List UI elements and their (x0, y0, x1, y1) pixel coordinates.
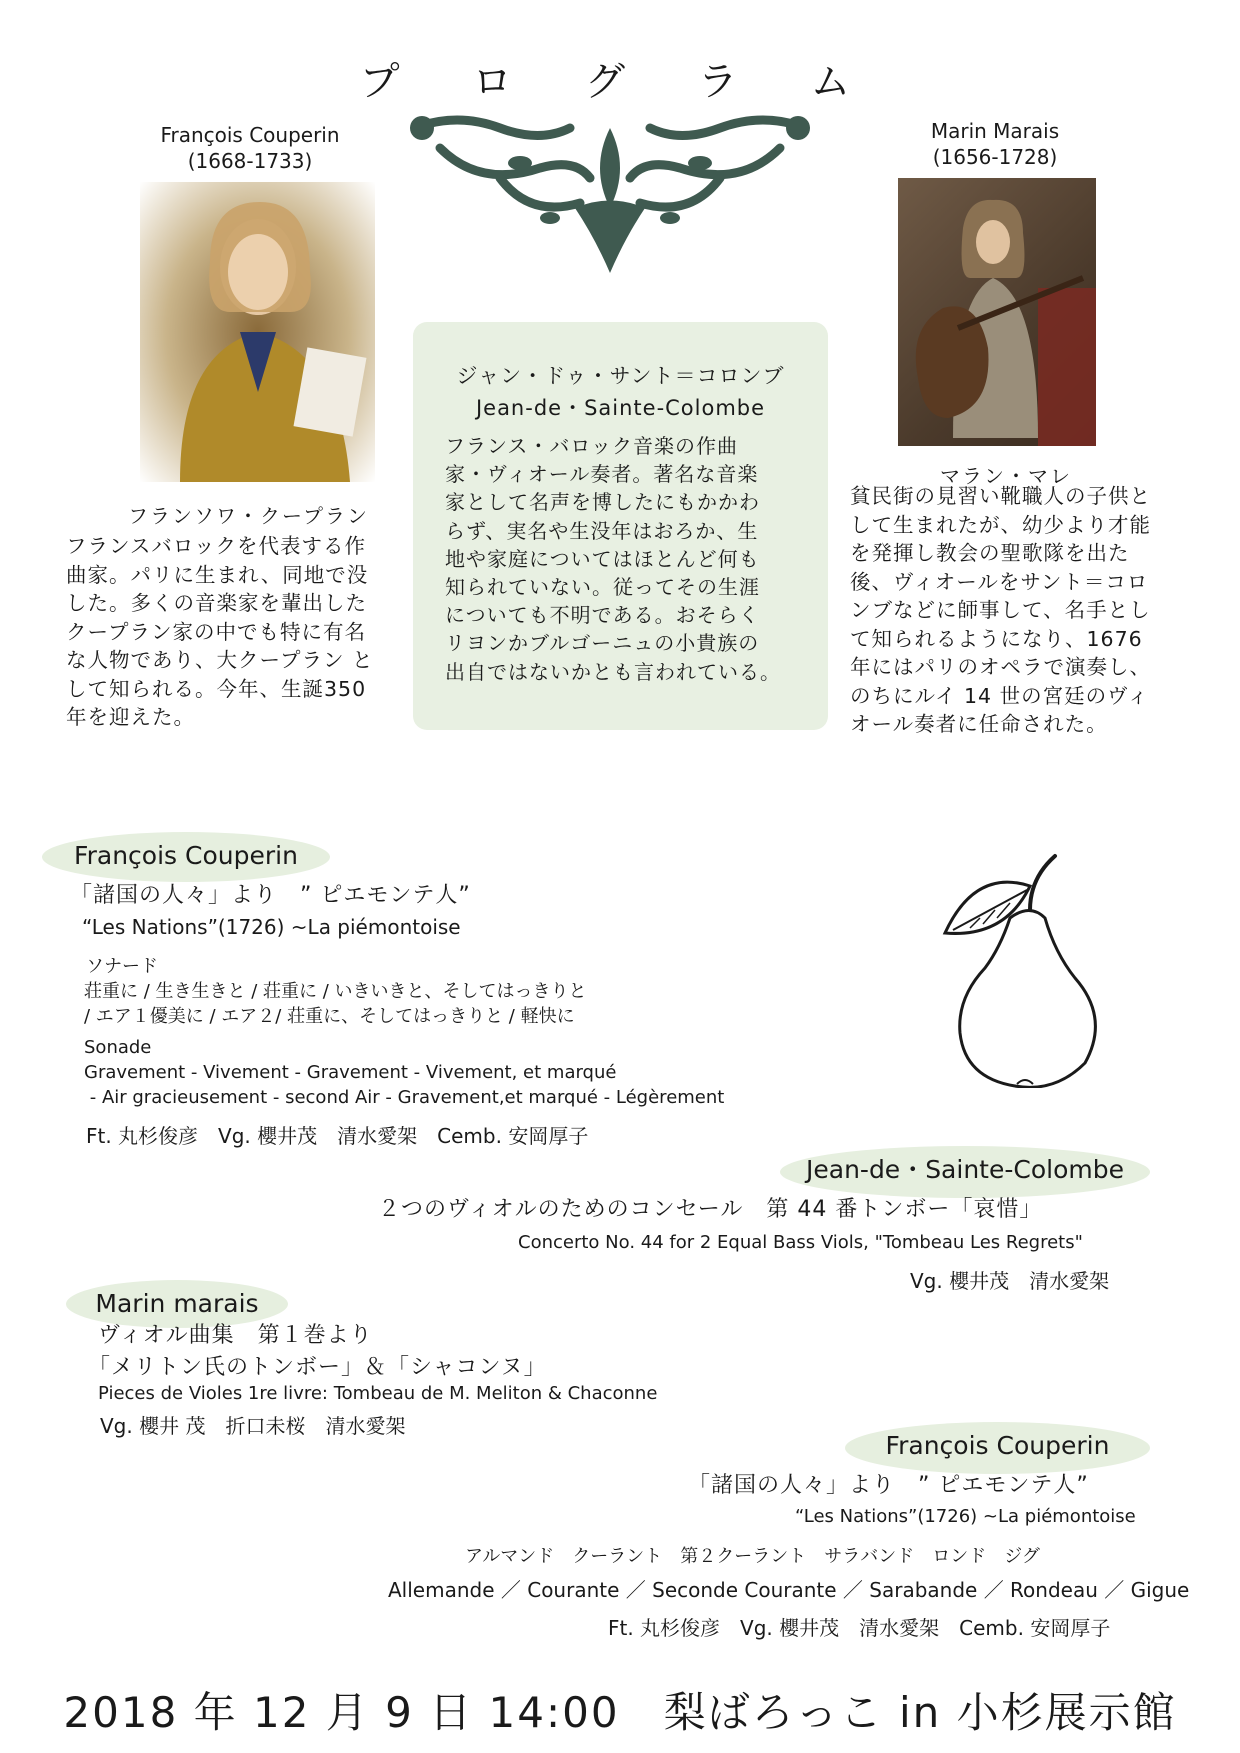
program1-composer: François Couperin (74, 841, 298, 870)
program1-title-en: “Les Nations”(1726) ~La piémontoise (82, 915, 461, 939)
program3-title-jp-1: ヴィオル曲集 第１巻より (98, 1323, 373, 1348)
marais-bio-line: 後、ヴィオールをサント＝コロ (850, 569, 1149, 594)
program3-performers: Vg. 櫻井 茂 折口未桜 清水愛架 (100, 1414, 406, 1438)
couperin-bio-line: 曲家。パリに生まれ、同地で没 (66, 562, 369, 587)
colombe-name-jp: ジャン・ドゥ・サント＝コロンブ (456, 364, 785, 388)
marais-bio-line: を発揮し教会の聖歌隊を出た (850, 541, 1130, 565)
concert-date-venue: 2018 年 12 月 9 日 14:00 梨ばろっこ in 小杉展示館 (63, 1688, 1177, 1737)
program2-composer-pill (780, 1146, 1150, 1198)
program4-movements-fr: Allemande ／ Courante ／ Seconde Courante ／ Sarabande ／ Rondeau ／ Gigue (388, 1578, 1190, 1602)
program3-composer: Marin marais (95, 1289, 259, 1318)
program2-performers: Vg. 櫻井茂 清水愛架 (910, 1269, 1110, 1293)
program4-title-en: “Les Nations”(1726) ~La piémontoise (795, 1506, 1136, 1527)
couperin-portrait (140, 182, 375, 482)
marais-bio-line: て知られるようになり、1676 (850, 626, 1143, 651)
program1-sonata-fr-line2: - Air gracieusement - second Air - Gravement,et marqué - Légèrement (84, 1087, 725, 1108)
couperin-bio-line: クープラン家の中でも特に有名 (66, 619, 366, 644)
couperin-name-en: François Couperin (160, 123, 340, 147)
marais-bio-line: 年にはパリのオペラで演奏し、 (850, 655, 1151, 679)
couperin-name-jp: フランソワ・クープラン (128, 504, 369, 528)
marais-bio-line: オール奏者に任命された。 (850, 712, 1108, 736)
marais-bio-line: のちにルイ 14 世の宮廷のヴィ (850, 683, 1149, 708)
marais-name-jp: マラン・マレ (940, 464, 1072, 488)
program1-sonata-fr-line1: Gravement - Vivement - Gravement - Vivement, et marqué (84, 1062, 617, 1083)
marais-bio-line: 貧民街の見習い靴職人の子供と (850, 484, 1151, 508)
colombe-bio-line: 知られていない。従ってその生涯 (445, 575, 760, 600)
program4-movements-jp: アルマンド クーラント 第２クーラント サラバンド ロンド ジグ (465, 1546, 1040, 1567)
colombe-bio-line: 家として名声を博したにもかかわ (445, 490, 760, 515)
program3-title-en: Pieces de Violes 1re livre: Tombeau de M. Meliton & Chaconne (98, 1383, 658, 1404)
marais-dates: (1656-1728) (932, 145, 1058, 169)
program3-title-jp-2: 「メリトン氏のトンボー」＆「シャコンヌ」 (88, 1355, 547, 1380)
program1-title-jp: 「諸国の人々」より ” ピエモンテ人” (70, 883, 471, 908)
couperin-bio-line: な人物であり、大クープラン と (66, 648, 374, 672)
program4-title-jp: 「諸国の人々」より ” ピエモンテ人” (688, 1473, 1089, 1498)
colombe-bio-line: 出自ではないかとも言われている。 (445, 659, 781, 684)
couperin-bio (66, 532, 406, 732)
page-title: プ ロ グ ラ ム (359, 59, 881, 105)
colombe-bio-line: についても不明である。おそらく (445, 603, 760, 628)
couperin-bio-line: フランスバロックを代表する作 (66, 534, 366, 558)
colombe-bio-line: フランス・バロック音楽の作曲 (445, 434, 738, 458)
couperin-portrait-caption (150, 122, 350, 174)
marais-bio-line: ンブなどに師事して、名手とし (850, 598, 1151, 622)
ornament-flourish (400, 108, 820, 278)
marais-portrait-caption (895, 118, 1095, 170)
marais-bio (850, 482, 1190, 739)
couperin-dates: (1668-1733) (187, 149, 313, 173)
program2-title-jp: ２つのヴィオルのためのコンセール 第 44 番トンボー「哀惜」 (378, 1197, 1043, 1222)
marais-bio-line: して生まれたが、幼少より才能 (850, 512, 1151, 537)
program1-sonata-fr-label: Sonade (84, 1037, 152, 1058)
program1-sonata-jp-line2: / エア１優美に / エア２/ 荘重に、そしてはっきりと / 軽快に (84, 1006, 575, 1027)
marais-portrait (898, 178, 1096, 446)
couperin-bio-line: して知られる。今年、生誕350 (66, 676, 367, 701)
pear-illustration (935, 848, 1115, 1088)
program1-sonata-jp-line1: 荘重に / 生き生きと / 荘重に / いきいきと、そしてはっきりと (84, 981, 587, 1002)
couperin-bio-line: した。多くの音楽家を輩出した (66, 591, 367, 615)
colombe-bio-line: リヨンかブルゴーニュの小貴族の (445, 631, 760, 656)
marais-name-en: Marin Marais (930, 119, 1060, 143)
program4-composer: François Couperin (885, 1431, 1110, 1460)
program4-performers: Ft. 丸杉俊彦 Vg. 櫻井茂 清水愛架 Cemb. 安岡厚子 (608, 1616, 1111, 1640)
program1-sonata-jp-label: ソナード (86, 956, 158, 977)
program2-title-en: Concerto No. 44 for 2 Equal Bass Viols, "Tombeau Les Regrets" (518, 1232, 1083, 1253)
colombe-bio-line: らず、実名や生没年はおろか、生 (445, 518, 759, 543)
colombe-card (413, 322, 828, 730)
program2-composer: Jean-de・Sainte-Colombe (806, 1155, 1124, 1184)
couperin-bio-line: 年を迎えた。 (66, 705, 195, 729)
program1-performers: Ft. 丸杉俊彦 Vg. 櫻井茂 清水愛架 Cemb. 安岡厚子 (86, 1124, 589, 1148)
colombe-name-en: Jean-de・Sainte-Colombe (475, 396, 766, 420)
colombe-bio-line: 家・ヴィオール奏者。著名な音楽 (445, 462, 759, 487)
program1-composer-pill (42, 832, 330, 882)
colombe-bio (445, 432, 815, 686)
program4-composer-pill (845, 1422, 1150, 1474)
colombe-bio-line: 地や家庭についてはほとんど何も (445, 546, 760, 571)
